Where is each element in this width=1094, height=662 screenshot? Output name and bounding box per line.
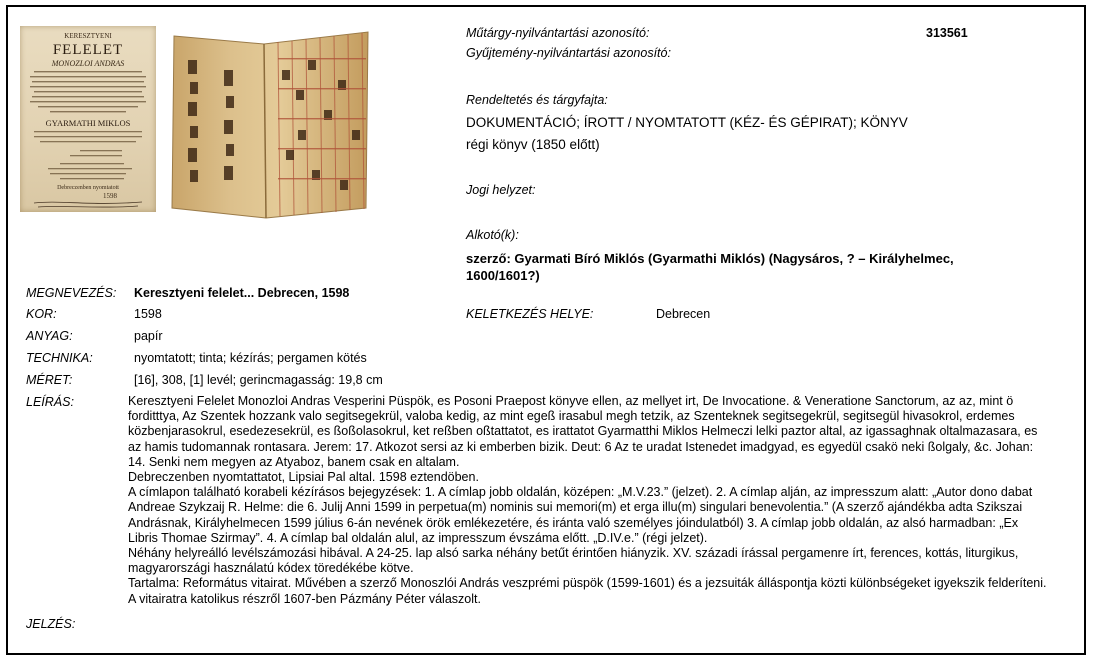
title-page-image xyxy=(20,26,156,212)
title-page-imprint: Debreczenben nyomtatott xyxy=(57,185,119,191)
kor-value: 1598 xyxy=(134,307,162,321)
title-page-author: MONOZLOI ANDRAS xyxy=(51,59,125,68)
keletkezes-label: KELETKEZÉS HELYE: xyxy=(466,307,594,321)
jogi-helyzet-label: Jogi helyzet: xyxy=(466,183,536,197)
title-page-year: 1598 xyxy=(103,192,117,200)
rendeltetes-line2: régi könyv (1850 előtt) xyxy=(466,137,600,152)
megnevezes-value: Keresztyeni felelet... Debrecen, 1598 xyxy=(134,286,350,300)
technika-value: nyomtatott; tinta; kézírás; pergamen kötés xyxy=(134,351,367,365)
alkoto-line1: szerző: Gyarmati Bíró Miklós (Gyarmathi Miklós) (Nagysáros, ? – Királyhelmec, xyxy=(466,251,954,266)
anyag-value: papír xyxy=(134,329,163,343)
leiras-paragraph: A címlapon található korabeli kézírásos bejegyzések: 1. A címlap jobb oldalán, középen: „M.V.23.” (jelzet). 2. A címlap alján, az impresszum alatt: „Autor dono dabat Andreae Szykzaij R. Helme: die 6. Julij Anni 1599 in perpetua(m) nominis sui memori(m) et erga illu(m) singulari benevolentia.” (A szerző ajándékba adta Szikszai Andrásnak, Királyhelmecen 1599 július 6-án nevének örök emlékezetére, és iránta való személyes jóindulatból) 3. A címlap jobb oldalán, az alsó harmadban: „Ex Libris Thomae Szirmay”. 4. A címlap bal oldalán alul, az impresszum évszáma előtt. „D.IV.e.” (régi jelzet). xyxy=(128,485,1033,545)
title-page-gyarmathi: GYARMATHI MIKLOS xyxy=(45,118,131,128)
rendeltetes-label: Rendeltetés és tárgyfajta: xyxy=(466,93,608,107)
megnevezes-label: MEGNEVEZÉS: xyxy=(26,286,117,300)
leiras-label: LEÍRÁS: xyxy=(26,395,74,409)
keletkezes-value: Debrecen xyxy=(656,307,711,321)
technika-label: TECHNIKA: xyxy=(26,351,93,365)
anyag-label: ANYAG: xyxy=(26,329,73,343)
leiras-paragraph: Tartalma: Református vitairat. Művében a szerző Monoszlói András veszprémi püspök (1599-1601) és a jezsuiták álláspontja közti különbségeket igyekszik felderíteni. A vitairatra katolikus részről 1607-ben Pázmány Péter válaszolt. xyxy=(128,576,1047,606)
jelzes-label: JELZÉS: xyxy=(26,617,76,631)
rendeltetes-line1: DOKUMENTÁCIÓ; ÍROTT / NYOMTATOTT (KÉZ- ÉS GÉPIRAT); KÖNYV xyxy=(466,115,908,130)
alkoto-line2: 1600/1601?) xyxy=(466,268,540,283)
mutargy-id-value: 313561 xyxy=(926,26,968,40)
title-page-heading: KERESZTYENI xyxy=(64,32,112,40)
meret-value: [16], 308, [1] levél; gerincmagasság: 19,8 cm xyxy=(134,373,383,387)
title-page-felelet: FELELET xyxy=(52,42,124,58)
leiras-paragraph: Debreczenben nyomtattatot, Lipsiai Pal altal. 1598 eztendöben. xyxy=(128,470,479,485)
mutargy-id-label: Műtárgy-nyilvántartási azonosító: xyxy=(466,26,650,40)
alkoto-label: Alkotó(k): xyxy=(466,228,519,242)
leiras-text xyxy=(128,394,1048,607)
leiras-paragraph: Néhány helyreálló levélszámozási hibával. A 24-25. lap alsó sarka néhány betűt érintően hiányzik. XV. századi írással pergamenre írt, ferences, kottás, liturgikus, magyarországi használatú kódex töredékébe kötve. xyxy=(128,546,1019,576)
book-spine-image xyxy=(168,30,372,220)
kor-label: KOR: xyxy=(26,307,57,321)
gyujtemeny-id-label: Gyűjtemény-nyilvántartási azonosító: xyxy=(466,46,671,60)
meret-label: MÉRET: xyxy=(26,373,73,387)
leiras-paragraph: Keresztyeni Felelet Monozloi Andras Vesperini Püspök, es Posoni Praepost könyve ellen, az mellyet irt, De Invocatione. & Veneratione Sanctorum, az az, mint ö forditttya, Az Szentek hozzank valo segitsegekrül, valoba kedig, az mint egeß irasabul megh tetzik, az Szenteknek segitsegekrül, segitsegül hivasokrol, erdemes közbenjarasokrul, esedezesekrül, es ßoßolasokrul, ket reßben oßtattatot, es irattatot Gyarmatthi Miklos Helmeczi lelki paztor altal, az igassaghnak oltalmazasara, es az hamis tudomannak rontasara. Jerem: 17. Atkozot sersi az ki emberben bizik. Deut: 6 Az te uradat Istenedet imadgyad, es egyedül csakö neki ßolgaly, &c. Johan: 14. Senki nem megyen az Atyaboz, banem csak en altalam. xyxy=(128,394,1038,469)
